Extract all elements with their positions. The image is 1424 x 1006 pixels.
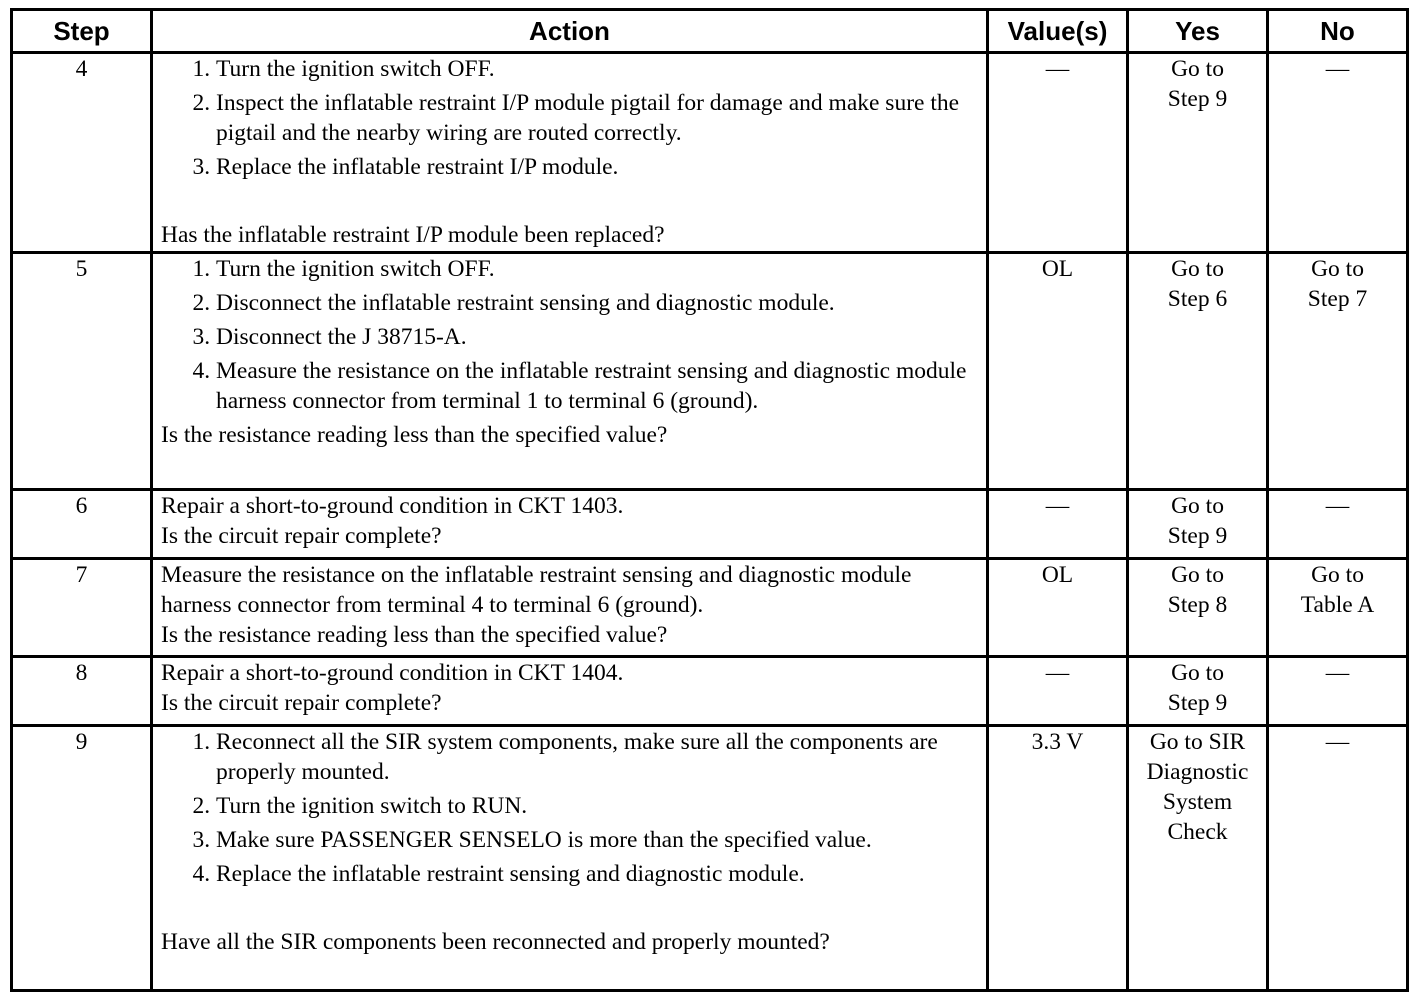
no-line: Go to bbox=[1311, 562, 1364, 588]
action-step: 3. Replace the inflatable restraint I/P module. bbox=[216, 152, 978, 182]
action-line: Repair a short-to-ground condition in CKT 1404. bbox=[161, 660, 624, 686]
yes-line: Go to bbox=[1171, 493, 1224, 519]
table-row bbox=[12, 253, 1408, 490]
step-number: 8 bbox=[12, 657, 152, 726]
yes-cell bbox=[1128, 726, 1268, 991]
no-cell: — bbox=[1268, 657, 1408, 726]
action-cell bbox=[152, 559, 988, 657]
yes-cell bbox=[1128, 559, 1268, 657]
action-cell bbox=[152, 490, 988, 559]
action-step: 4. Replace the inflatable restraint sensing and diagnostic module. bbox=[216, 859, 978, 889]
yes-line: Go to bbox=[1171, 660, 1224, 686]
header-values: Value(s) bbox=[988, 10, 1128, 53]
action-step: 4. Measure the resistance on the inflatable restraint sensing and diagnostic module harness connector from terminal 1 to terminal 6 (ground). bbox=[216, 356, 978, 416]
action-cell bbox=[152, 657, 988, 726]
yes-line: Step 8 bbox=[1167, 592, 1228, 618]
yes-line: Go to bbox=[1171, 56, 1224, 82]
action-line: Measure the resistance on the inflatable restraint sensing and diagnostic module harness connector from terminal 4 to terminal 6 (ground). bbox=[161, 562, 912, 618]
no-cell bbox=[1268, 253, 1408, 490]
action-step: 3. Make sure PASSENGER SENSELO is more than the specified value. bbox=[216, 825, 978, 855]
yes-line: Step 9 bbox=[1167, 690, 1228, 716]
action-cell bbox=[152, 53, 988, 253]
yes-cell bbox=[1128, 657, 1268, 726]
step-number: 9 bbox=[12, 726, 152, 991]
action-step: 1. Turn the ignition switch OFF. bbox=[216, 254, 978, 284]
action-step: 1. Reconnect all the SIR system components, make sure all the components are properly mounted. bbox=[216, 727, 978, 787]
action-question: Is the circuit repair complete? bbox=[161, 690, 442, 716]
no-cell bbox=[1268, 559, 1408, 657]
no-cell: — bbox=[1268, 726, 1408, 991]
value-cell: — bbox=[988, 53, 1128, 253]
no-cell: — bbox=[1268, 53, 1408, 253]
no-line: Step 7 bbox=[1307, 286, 1368, 312]
action-question: Is the resistance reading less than the specified value? bbox=[161, 622, 668, 648]
action-question: Have all the SIR components been reconnected and properly mounted? bbox=[161, 929, 830, 955]
table-row bbox=[12, 657, 1408, 726]
value-cell: OL bbox=[988, 253, 1128, 490]
table-row bbox=[12, 559, 1408, 657]
table-row bbox=[12, 726, 1408, 991]
yes-line: Step 9 bbox=[1167, 523, 1228, 549]
header-no: No bbox=[1268, 10, 1408, 53]
action-question: Is the circuit repair complete? bbox=[161, 523, 442, 549]
step-number: 7 bbox=[12, 559, 152, 657]
header-yes: Yes bbox=[1128, 10, 1268, 53]
action-step: 3. Disconnect the J 38715-A. bbox=[216, 322, 978, 352]
no-cell: — bbox=[1268, 490, 1408, 559]
action-cell bbox=[152, 253, 988, 490]
value-cell: — bbox=[988, 490, 1128, 559]
action-step: 2. Inspect the inflatable restraint I/P module pigtail for damage and make sure the pigtail and the nearby wiring are routed correctly. bbox=[216, 88, 978, 148]
yes-cell bbox=[1128, 253, 1268, 490]
header-action: Action bbox=[152, 10, 988, 53]
yes-line: Step 9 bbox=[1167, 86, 1228, 112]
action-steps bbox=[161, 727, 978, 889]
yes-line: Check bbox=[1167, 819, 1228, 845]
action-step: 1. Turn the ignition switch OFF. bbox=[216, 54, 978, 84]
step-number: 6 bbox=[12, 490, 152, 559]
table-row bbox=[12, 53, 1408, 253]
step-number: 5 bbox=[12, 253, 152, 490]
no-line: Go to bbox=[1311, 256, 1364, 282]
yes-cell bbox=[1128, 53, 1268, 253]
action-cell bbox=[152, 726, 988, 991]
action-step: 2. Turn the ignition switch to RUN. bbox=[216, 791, 978, 821]
value-cell: 3.3 V bbox=[988, 726, 1128, 991]
action-steps bbox=[161, 254, 978, 416]
yes-line: Go to bbox=[1171, 256, 1224, 282]
action-steps bbox=[161, 54, 978, 182]
yes-line: Go to SIR bbox=[1149, 729, 1246, 755]
action-step: 2. Disconnect the inflatable restraint sensing and diagnostic module. bbox=[216, 288, 978, 318]
value-cell: OL bbox=[988, 559, 1128, 657]
header-step: Step bbox=[12, 10, 152, 53]
action-line: Repair a short-to-ground condition in CKT 1403. bbox=[161, 493, 624, 519]
value-cell: — bbox=[988, 657, 1128, 726]
diagnostic-table bbox=[10, 8, 1409, 992]
table-row bbox=[12, 490, 1408, 559]
step-number: 4 bbox=[12, 53, 152, 253]
yes-line: Step 6 bbox=[1167, 286, 1228, 312]
action-question: Has the inflatable restraint I/P module been replaced? bbox=[161, 222, 665, 248]
header-row bbox=[12, 10, 1408, 53]
yes-cell bbox=[1128, 490, 1268, 559]
yes-line: System bbox=[1162, 789, 1233, 815]
yes-line: Diagnostic bbox=[1146, 759, 1249, 785]
no-line: Table A bbox=[1300, 592, 1375, 618]
action-question: Is the resistance reading less than the specified value? bbox=[161, 422, 668, 448]
yes-line: Go to bbox=[1171, 562, 1224, 588]
